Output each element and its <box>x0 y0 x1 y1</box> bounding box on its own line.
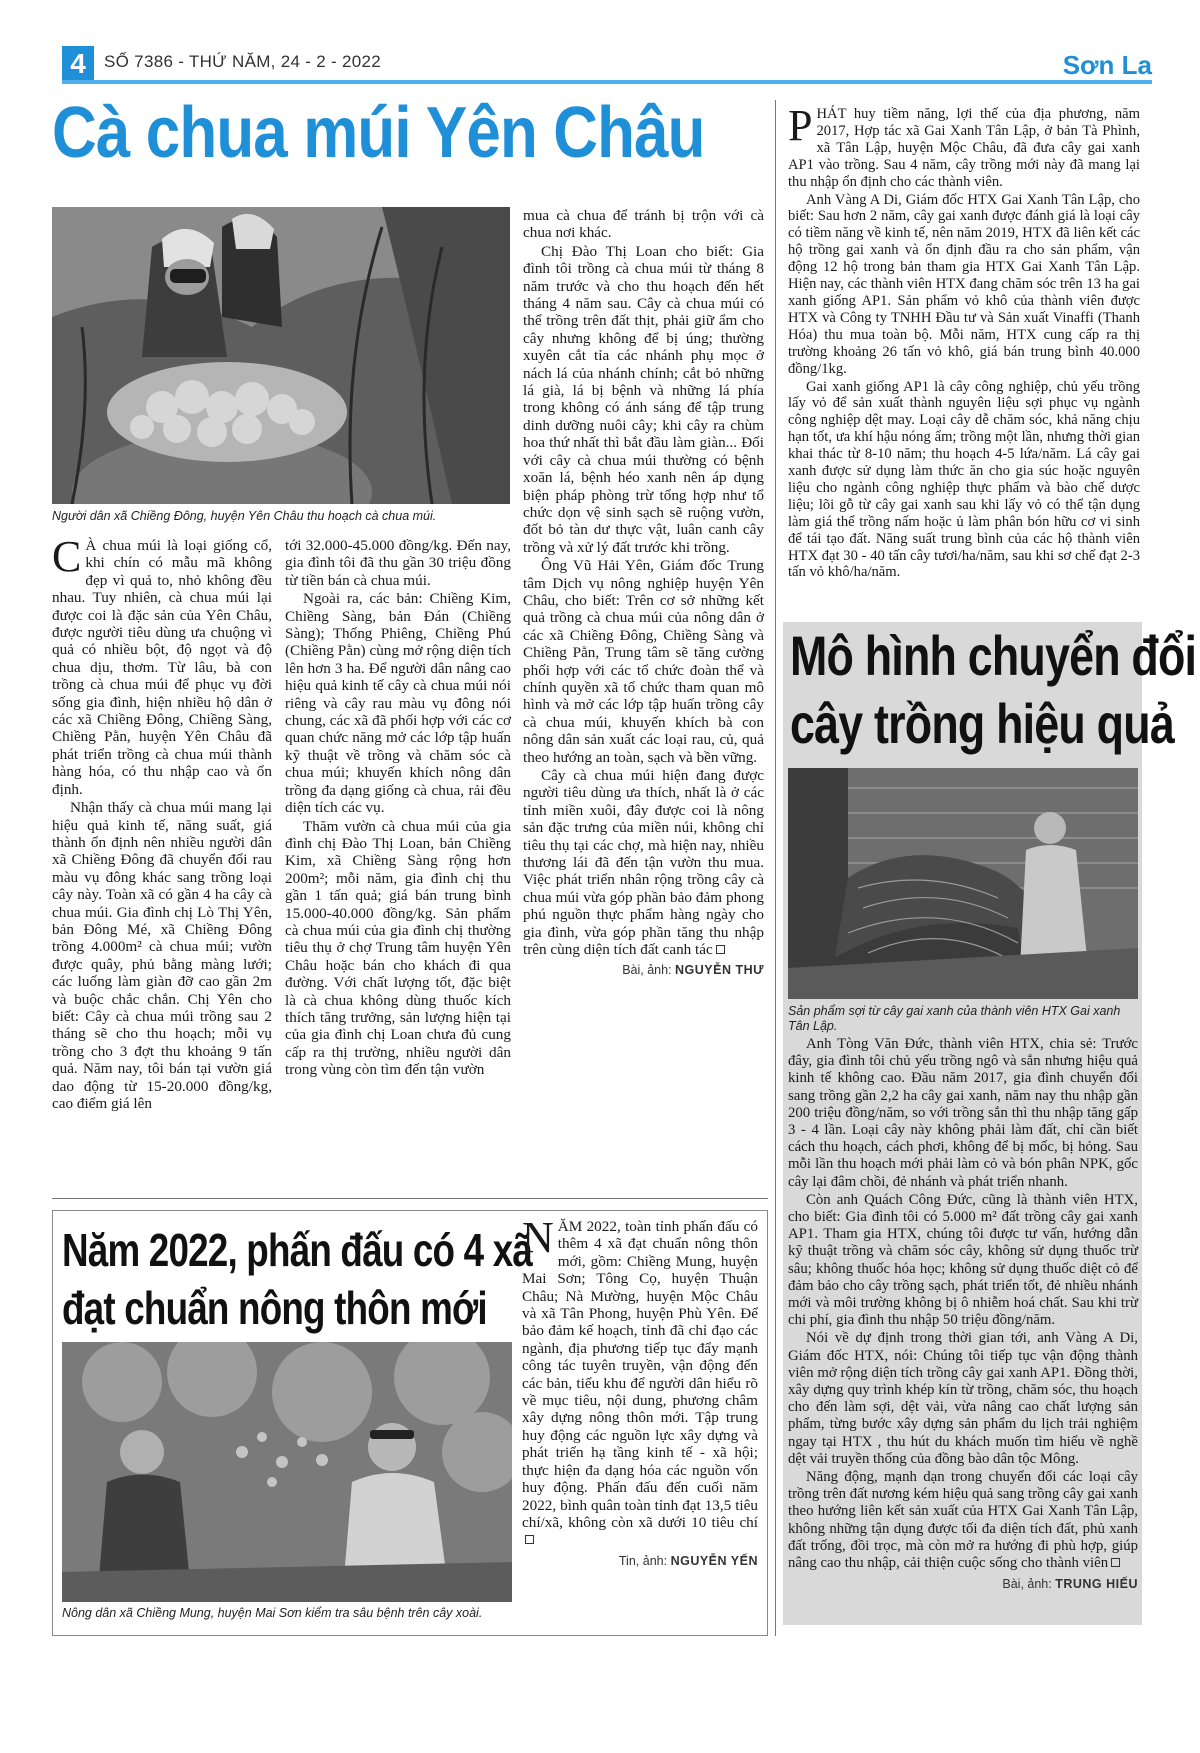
paragraph: tới 32.000-45.000 đồng/kg. Đến nay, gia đình tôi đã thu gần 30 triệu đồng từ tiền bán cà chua múi. <box>285 537 511 589</box>
paragraph <box>522 1213 758 1549</box>
section-name: Sơn La <box>1062 50 1152 80</box>
article1-column3 <box>523 207 764 980</box>
column-divider <box>775 100 776 1636</box>
article1-column1 <box>52 532 272 1113</box>
byline-prefix: Bài, ảnh: <box>1002 1577 1052 1592</box>
tomato-harvest-image <box>52 207 510 504</box>
byline-name: TRUNG HIẾU <box>1055 1577 1138 1592</box>
paragraph: Nói về dự định trong thời gian tới, anh Vàng A Di, Giám đốc HTX, nói: Chúng tôi tiếp tục vận động thành viên mở rộng diện tích trồng cây gai xanh AP1. Đồng thời, xây dựng quy trình khép kín từ trồng, chăm sóc, thu hoạch cho đến làm sợi, dệt vải, vừa nâng cao chất lượng sản phẩm, từng bước xây dựng sản phẩm du lịch trải nghiệm ngay tại HTX , thu hút du khách muốn tìm hiểu về nghề dệt vải truyền thống của đồng bào dân tộc Mông. <box>788 1330 1138 1467</box>
byline-prefix: Bài, ảnh: <box>622 963 672 978</box>
article1-column2 <box>285 537 511 1080</box>
article2-body <box>788 1036 1138 1594</box>
paragraph: Chị Đào Thị Loan cho biết: Gia đình tôi trồng cà chua múi từ tháng 8 năm trước và cho thu hoạch đến hết tháng 4 năm sau. Cây cà chua múi có thể trồng trên đất thịt, phải giữ ẩm cho cây nhưng không để bị úng; thường xuyên cắt tỉa các nhánh phụ mọc ở nách lá của nhánh chính; cắt bỏ những lá già, lá bị bệnh và những lá phía trong không có ánh sáng để tập trung dinh dưỡng nuôi cây; khi cây ra chùm hoa thứ nhất thì bắt đầu làm giàn... Đối với cây cà chua múi thường có bệnh xoăn lá, bệnh héo xanh nên áp dụng biện pháp phòng trừ tổng hợp như tổ chức dọn vệ sinh sạch sẽ ruộng vườn, đốt bỏ tàn dư thực vật, luân canh cây trồng và xử lý đất trước khi trồng. <box>523 242 764 556</box>
article2-byline <box>788 1576 1138 1593</box>
paragraph <box>788 101 1140 191</box>
byline-prefix: Tin, ảnh: <box>618 1553 668 1568</box>
article1-photo-caption: Người dân xã Chiềng Đông, huyện Yên Châu thu hoạch cà chua múi. <box>52 509 437 523</box>
end-mark-icon <box>716 945 725 954</box>
header-rule <box>62 80 1152 84</box>
article3-byline <box>522 1553 758 1570</box>
dropcap: C <box>52 532 82 581</box>
article3-body <box>522 1213 758 1570</box>
paragraph: Còn anh Quách Công Đức, cũng là thành viên HTX, cho biết: Gia đình tôi có 5.000 m² đất trồng cây gai xanh AP1. Tham gia HTX, chúng tôi được tư vấn, hướng dẫn kỹ thuật trồng và chăm sóc cây, không sử dụng thuốc trừ sâu; không thuốc hóa học; không sử dụng thuốc diệt cỏ để đảm bảo cho cây trồng sạch, phát triển tốt, đẻ nhiều nhánh mới và môi trường không bị ô nhiễm hoá chất. Sau khi trừ chi phí, gia đình thu nhập 50 triệu đồng/năm. <box>788 1191 1138 1329</box>
byline-name: NGUYỄN YẾN <box>670 1553 758 1568</box>
article3-photo-caption: Nông dân xã Chiềng Mung, huyện Mai Sơn kiểm tra sâu bệnh trên cây xoài. <box>62 1606 483 1620</box>
article2-photo <box>788 768 1138 999</box>
paragraph-text: Năng động, mạnh dạn trong chuyển đổi các loại cây trồng trên đất nương kém hiệu quả sang trồng cây gai xanh theo hướng liên kết sản xuất của HTX Gai Xanh Tân Lập, không những tận dụng được tối đa diện tích đất, phủ xanh đất trống, đồi trọc, mà còn mở ra hướng đi phù hợp, giúp nâng cao thu nhập, cải thiện cuộc sống cho thành viên <box>788 1469 1138 1572</box>
paragraph: Anh Vàng A Di, Giám đốc HTX Gai Xanh Tân Lập, cho biết: Sau hơn 2 năm, cây gai xanh được đánh giá là loại cây có tiềm năng về kinh tế, nên năm 2019, HTX đã liên kết các hộ trồng gai xanh và ổn định đầu ra cho sản phẩm, vận động 12 hộ trong bản tham gia HTX Gai Xanh Tân Lập. Hiện nay, các thành viên HTX đang chăm sóc trên 13 ha gai xanh giống AP1. Sản phẩm vỏ khô của thành viên được HTX và Công ty TNHH Đầu tư và Sản xuất Vinaffi (Thanh Hóa) thu mua toàn bộ. Mỗi năm, HTX cung cấp ra thị trường khoảng 26 tấn vỏ khô, giá bán trung bình 40.000 đồng/1kg. <box>788 191 1140 377</box>
page-header <box>48 46 1152 86</box>
section-divider <box>52 1198 768 1199</box>
end-mark-icon <box>525 1535 534 1544</box>
fiber-product-image <box>788 768 1138 999</box>
paragraph: Gai xanh giống AP1 là cây công nghiệp, chủ yếu trồng lấy vỏ để sản xuất thành nguyên liệu sợi phục vụ ngành công nghiệp dệt may. Loại cây dễ chăm sóc, khả năng chịu hạn tốt, ưa khí hậu nóng ẩm; trồng một lần, nhưng thời gian khai thác từ 8-10 năm; thu hoạch 4-5 lứa/năm. Lá cây gai xanh được sử dụng làm thức ăn cho gia súc hoặc nguyên liệu cho ngành công nghiệp thực phẩm và bào chế dược liệu; lõi gỗ từ cây gai xanh sau khi lấy vỏ có thể tận dụng làm giá thể trồng nấm hoặc ủ làm phân bón hữu cơ vi sinh để tái tạo đất. Năng suất trung bình của các hộ thành viên HTX đạt 30 - 40 tấn cây tươi/ha/năm, sau khi sơ chế đạt 2-3 tấn vỏ khô/ha/năm. <box>788 378 1140 581</box>
article3-headline-line1: Năm 2022, phấn đấu có 4 xã <box>62 1224 533 1276</box>
paragraph-text: Cây cà chua múi hiện đang được người tiêu dùng ưa thích, nhất là ở các tỉnh miền xuôi, đây được coi là nông sản đặc trưng của miền núi, không chỉ tiêu thụ tại các chợ, mà hiện nay, nhiều thương lái đã đến tận vườn thu mua. Việc phát triển nhân rộng trồng cây cà chua múi vừa góp phần bảo đảm phong phú nguồn thực phẩm hàng ngày cho gia đình, vừa góp phần tăng thu nhập trên cùng diện tích đất canh tác <box>523 767 764 959</box>
paragraph <box>523 767 764 958</box>
article2-headline-line2: cây trồng hiệu quả <box>790 692 1174 755</box>
article3-photo <box>62 1342 512 1602</box>
paragraph-text: À chua múi là loại giống cổ, khi chín có mẫu mã không đẹp vì quả to, nhỏ không đều nhau. Tuy nhiên, cà chua múi lại được coi là đặc sản của Yên Châu, được người tiêu dùng ưa chuộng vì quả có nhiều bột, độ ngọt và độ chua dịu, thơm. Từ lâu, bà con trồng cà chua múi để phục vụ đời sống gia đình, hiện nhiều hộ dân ở các xã Chiềng Đông, Chiềng Sàng, Chiềng Pằn, huyện Yên Châu đã phát triển trồng cà chua múi thành hàng hóa, có thu nhập cao và ổn định. <box>52 537 272 798</box>
article2-photo-caption: Sản phẩm sợi từ cây gai xanh của thành viên HTX Gai xanh Tân Lập. <box>788 1004 1121 1033</box>
paragraph: Nhận thấy cà chua múi mang lại hiệu quả kinh tế, năng suất, giá thành ổn định nên nhiều người dân xã Chiềng Đông đã chuyển đổi rau màu vụ đông khác sang trồng loại cây này. Toàn xã có gần 4 ha cây cà chua múi. Gia đình chị Lò Thị Yên, bản Đông Mé, xã Chiềng Đông trồng 4.000m² cà chua múi; vườn được quây, phủ bằng màng lưới; các luống làm giàn đỡ cao gần 2m và buộc chắc chắn. Chị Yên cho biết: Cây cà chua múi trồng sau 2 tháng sẽ cho thu hoạch; mỗi vụ trồng cho 3 đợt thu khoảng 9 tấn quả. Năm nay, tôi bán tại vườn giá dao động từ 15-20.000 đồng/kg, cao điểm giá lên <box>52 799 272 1112</box>
mango-inspection-image <box>62 1342 512 1602</box>
paragraph <box>788 1469 1138 1572</box>
article2-headline-line1: Mô hình chuyển đổi <box>790 624 1197 687</box>
paragraph: Ông Vũ Hải Yên, Giám đốc Trung tâm Dịch vụ nông nghiệp huyện Yên Châu, cho biết: Trên cơ sở những kết quả trồng cà chua múi của nông dân ở các xã Chiềng Đông, Chiềng Sàng và Chiềng Pằn, Trung tâm sẽ tăng cường phối hợp với các tổ chức đoàn thể và chính quyền xã tổ chức tham quan mô hình và mở các lớp tập huấn trồng cây cà chua múi, khuyến khích bà con nông dân sản xuất các loại rau, củ, quả theo hướng an toàn, sạch và bền vững. <box>523 557 764 766</box>
end-mark-icon <box>1111 1558 1120 1567</box>
dropcap: N <box>522 1213 554 1262</box>
paragraph: Anh Tòng Văn Đức, thành viên HTX, chia sẻ: Trước đây, gia đình tôi chủ yếu trồng ngô và sắn nhưng hiệu quả kinh tế không cao. Đầu năm 2017, gia đình chuyển đổi sang trồng gần 2,2 ha cây gai xanh, năm nay thu nhập gần 200 triệu đồng/năm, so với trồng sắn thì thu nhập tăng gấp 3 - 4 lần. Loại cây này không phải làm đất, chỉ cần biết cách thu hoạch, cách phơi, không để bị mốc, bị hỏng. Sau mỗi lần thu hoạch mới phải làm cỏ và bón phân NPK, gốc cây lại đâm chồi, đẻ nhánh và phát triển nhanh. <box>788 1036 1138 1190</box>
article2-intro <box>788 101 1140 582</box>
article1-headline: Cà chua múi Yên Châu <box>52 93 705 173</box>
byline-name: NGUYỄN THƯ <box>675 963 764 978</box>
paragraph-text: HÁT huy tiềm năng, lợi thế của địa phương, năm 2017, Hợp tác xã Gai Xanh Tân Lập, ở bản Tà Phình, xã Tân Lập, huyện Mộc Châu, đã đưa cây gai xanh AP1 vào trồng. Sau 4 năm, cây trồng mới này đã mang lại thu nhập ổn định cho các thành viên. <box>788 106 1140 190</box>
paragraph-text: ĂM 2022, toàn tỉnh phấn đấu có thêm 4 xã đạt chuẩn nông thôn mới, gồm: Chiềng Mung, huyện Mai Sơn; Tông Cọ, huyện Thuận Châu; Nà Mường, huyện Mộc Châu và xã Tân Phong, huyện Phù Yên. Để bảo đảm kế hoạch, tỉnh đã chỉ đạo các ngành, địa phương tiếp tục đẩy mạnh công tác tuyên truyền, vận động đến các bản, tiểu khu để người dân hiểu rõ về mục tiêu, nội dung, phương châm xây dựng nông thôn mới. Tập trung huy động các nguồn lực xây dựng và phát triển hạ tầng kinh tế - xã hội; thực hiện đa dạng hóa các nguồn vốn huy động. Phấn đấu đến cuối năm 2022, bình quân toàn tỉnh đạt 13,5 tiêu chí/xã, không còn xã dưới 10 tiêu chí <box>522 1218 758 1531</box>
page-number: 4 <box>62 46 94 82</box>
paragraph: Thăm vườn cà chua múi của gia đình chị Đào Thị Loan, bản Chiềng Kim, xã Chiềng Sàng rộng hơn 200m²; mỗi năm, gia đình chị thu gần 1 tấn quả; giá bán trung bình 15.000-40.000 đồng/kg. Sản phẩm cà chua múi của gia đình chị thường tiêu thụ ở chợ Trung tâm huyện Yên Châu hoặc bán cho khách đi qua đường. Với chất lượng tốt, đặc biệt là cà chua không dùng thuốc kích thích tăng trưởng, sản lượng hiện tại của gia đình chị Loan chưa đủ cung cấp ra thị trường, nhiều người dân trong vùng còn tìm đến tận vườn <box>285 817 511 1079</box>
paragraph: mua cà chua để tránh bị trộn với cà chua nơi khác. <box>523 207 764 242</box>
issue-line: SỐ 7386 - THỨ NĂM, 24 - 2 - 2022 <box>104 52 382 71</box>
dropcap: P <box>788 101 813 150</box>
article1-photo <box>52 207 510 504</box>
article1-byline <box>523 962 764 979</box>
paragraph: Ngoài ra, các bản: Chiềng Kim, Chiềng Sàng, bản Đán (Chiềng Sàng); Thống Phiêng, Chiềng Phú (Chiềng Pằn) cùng mở rộng diện tích lên hơn 3 ha. Để người dân nâng cao hiệu quả kinh tế cây cà chua múi nói riêng và cây rau màu vụ đông nói chung, các xã đã phối hợp với các cơ quan chức năng mở các lớp tập huấn kỹ thuật về trồng và chăm sóc cà chua múi; khuyến khích nông dân trồng đa dạng giống cà chua, rải đều diện tích các vụ. <box>285 590 511 817</box>
article3-headline-line2: đạt chuẩn nông thôn mới <box>62 1282 487 1334</box>
paragraph <box>52 532 272 798</box>
